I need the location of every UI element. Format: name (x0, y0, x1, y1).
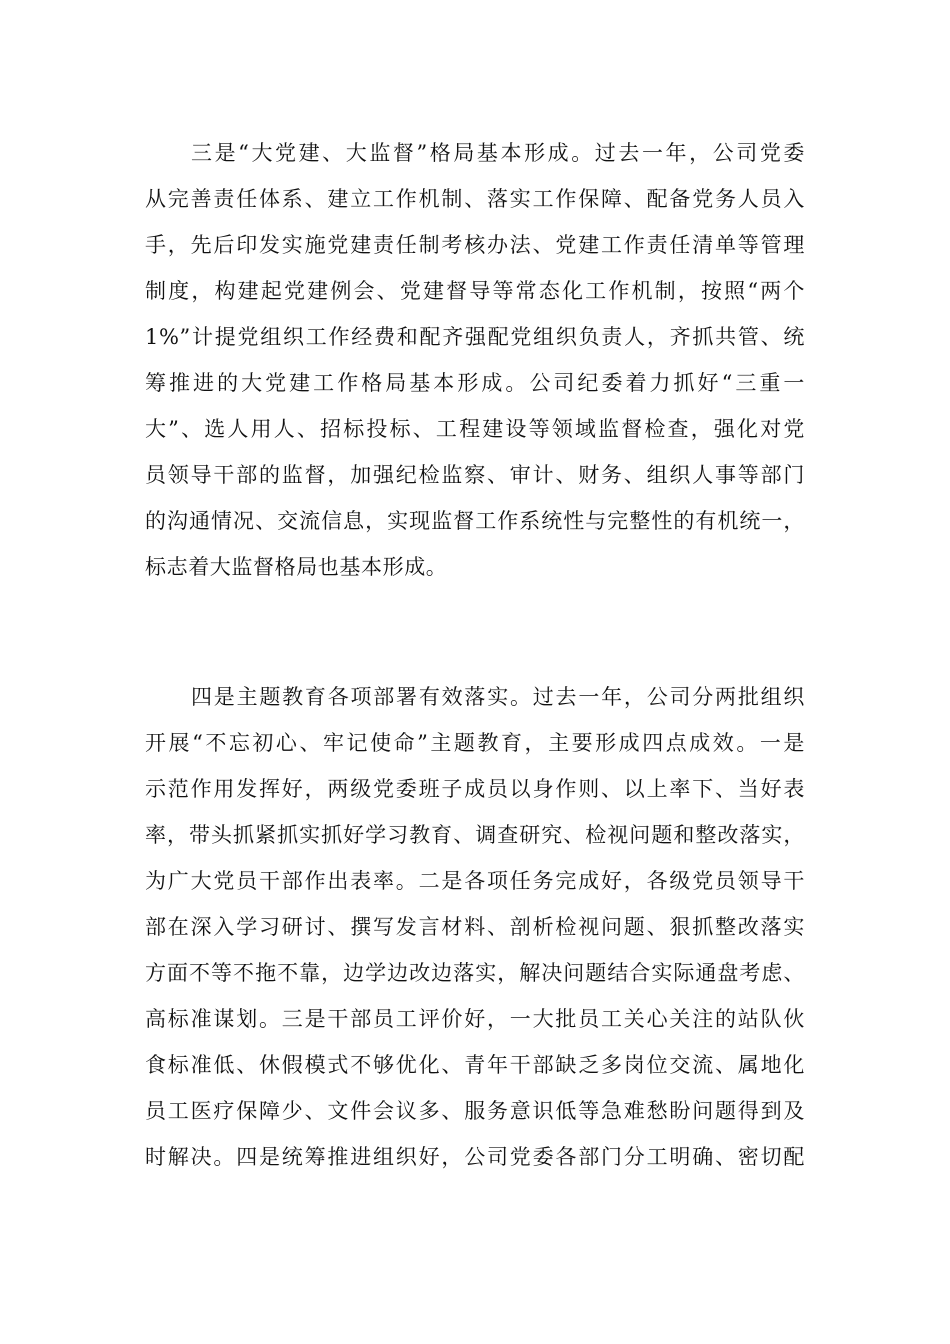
text-line: 开展“不忘初心、牢记使命”主题教育，主要形成四点成效。一是 (145, 731, 805, 755)
text-line: 员领导干部的监督，加强纪检监察、审计、财务、组织人事等部门 (145, 463, 805, 487)
text-line: 三是“大党建、大监督”格局基本形成。过去一年，公司党委 (191, 141, 805, 165)
text-line: 标志着大监督格局也基本形成。 (145, 555, 448, 579)
paragraph-theme-education (145, 674, 805, 1180)
text-line: 高标准谋划。三是干部员工评价好，一大批员工关心关注的站队伙 (145, 1007, 805, 1031)
text-line: 筹推进的大党建工作格局基本形成。公司纪委着力抓好“三重一 (145, 371, 805, 395)
text-line: 大”、选人用人、招标投标、工程建设等领域监督检查，强化对党 (145, 417, 805, 441)
text-line: 员工医疗保障少、文件会议多、服务意识低等急难愁盼问题得到及 (145, 1099, 805, 1123)
text-line: 为广大党员干部作出表率。二是各项任务完成好，各级党员领导干 (145, 869, 805, 893)
text-line: 示范作用发挥好，两级党委班子成员以身作则、以上率下、当好表 (145, 777, 805, 801)
paragraph-party-building-supervision (145, 130, 805, 590)
text-line: 四是主题教育各项部署有效落实。过去一年，公司分两批组织 (191, 685, 805, 709)
text-line: 从完善责任体系、建立工作机制、落实工作保障、配备党务人员入 (145, 187, 805, 211)
text-line: 食标准低、休假模式不够优化、青年干部缺乏多岗位交流、属地化 (145, 1053, 805, 1077)
text-line: 率，带头抓紧抓实抓好学习教育、调查研究、检视问题和整改落实， (145, 823, 805, 847)
text-line: 方面不等不拖不靠，边学边改边落实，解决问题结合实际通盘考虑、 (145, 961, 805, 985)
text-line: 部在深入学习研讨、撰写发言材料、剖析检视问题、狠抓整改落实 (145, 915, 805, 939)
text-line: 制度，构建起党建例会、党建督导等常态化工作机制，按照“两个 (145, 279, 805, 303)
text-line: 1%”计提党组织工作经费和配齐强配党组织负责人，齐抓共管、统 (145, 325, 805, 349)
text-line: 手，先后印发实施党建责任制考核办法、党建工作责任清单等管理 (145, 233, 805, 257)
text-line: 的沟通情况、交流信息，实现监督工作系统性与完整性的有机统一， (145, 509, 805, 533)
text-line: 时解决。四是统筹推进组织好，公司党委各部门分工明确、密切配 (145, 1145, 805, 1169)
